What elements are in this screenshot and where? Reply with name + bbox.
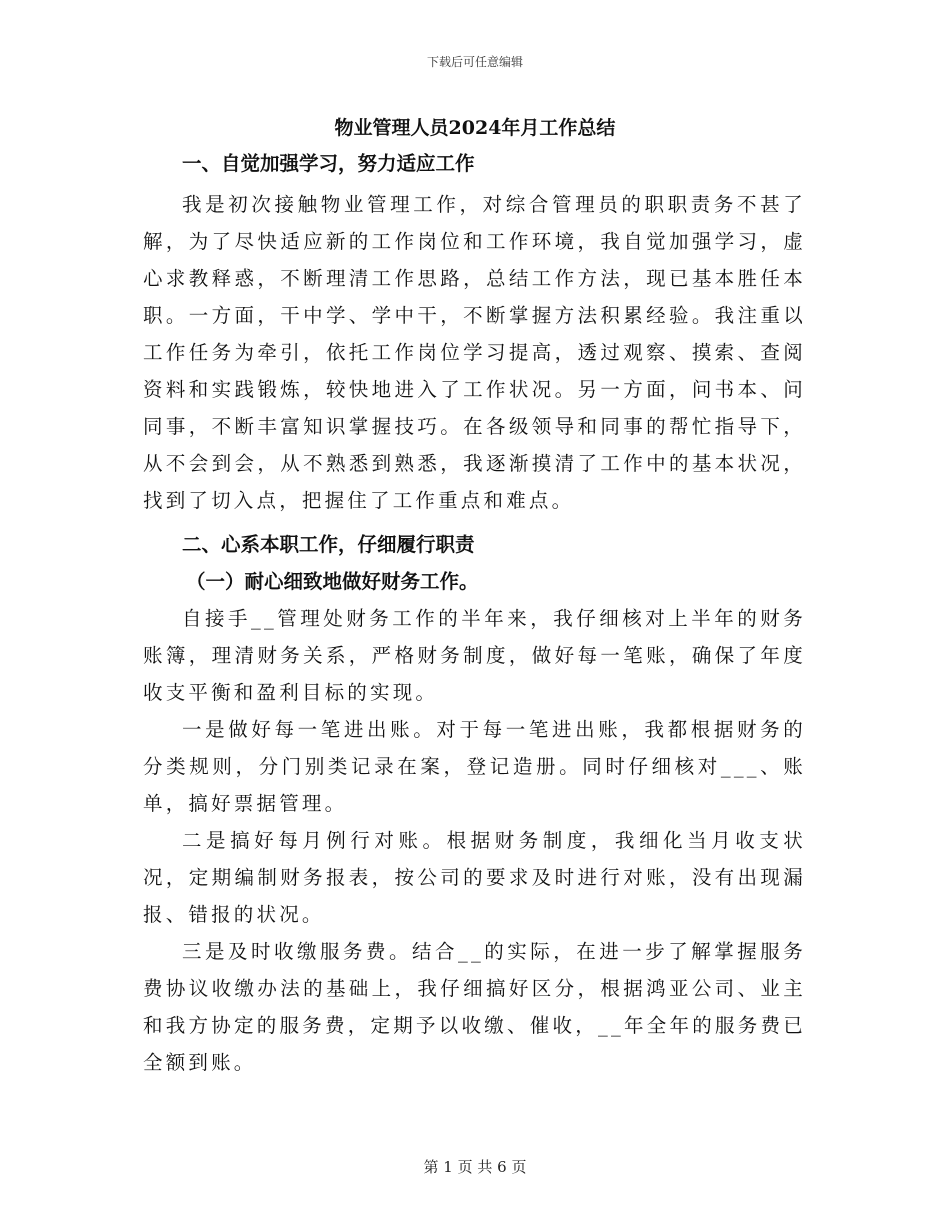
document-title: 物业管理人员2024年月工作总结 — [334, 117, 616, 139]
subsection-heading: （一）耐心细致地做好财务工作。 — [186, 570, 479, 593]
page-number: 第 1 页 共 6 页 — [423, 1158, 527, 1176]
paragraph: 一是做好每一笔进出账。对于每一笔进出账，我都根据财务的分类规则，分门别类记录在案，登记造册。同时仔细核对___、账单，搞好票据管理。 — [143, 718, 806, 815]
paragraph: 我是初次接触物业管理工作，对综合管理员的职职责务不甚了解，为了尽快适应新的工作岗位和工作环境，我自觉加强学习，虚心求教释惑，不断理清工作思路，总结工作方法，现已基本胜任本职。一方面，干中学、学中干，不断掌握方法积累经验。我注重以工作任务为牵引，依托工作岗位学习提高，透过观察、摸索、查阅资料和实践锻炼，较快地进入了工作状况。另一方面，问书本、问同事，不断丰富知识掌握技巧。在各级领导和同事的帮忙指导下，从不会到会，从不熟悉到熟悉，我逐渐摸清了工作中的基本状况，找到了切入点，把握住了工作重点和难点。 — [143, 193, 806, 512]
paragraph: 二是搞好每月例行对账。根据财务制度，我细化当月收支状况，定期编制财务报表，按公司的要求及时进行对账，没有出现漏报、错报的状况。 — [143, 829, 806, 926]
document-body — [143, 146, 806, 1081]
section-heading-1: 一、自觉加强学习，努力适应工作 — [182, 152, 475, 175]
paragraph: 自接手__管理处财务工作的半年来，我仔细核对上半年的财务账簿，理清财务关系，严格财务制度，做好每一笔账，确保了年度收支平衡和盈利目标的实现。 — [143, 607, 806, 704]
section-heading-2: 二、心系本职工作，仔细履行职责 — [182, 533, 475, 556]
paragraph: 三是及时收缴服务费。结合__的实际，在进一步了解掌握服务费协议收缴办法的基础上，我仔细搞好区分，根据鸿亚公司、业主和我方协定的服务费，定期予以收缴、催收，__年全年的服务费已全额到账。 — [143, 940, 806, 1074]
header-note: 下载后可任意编辑 — [426, 55, 523, 69]
